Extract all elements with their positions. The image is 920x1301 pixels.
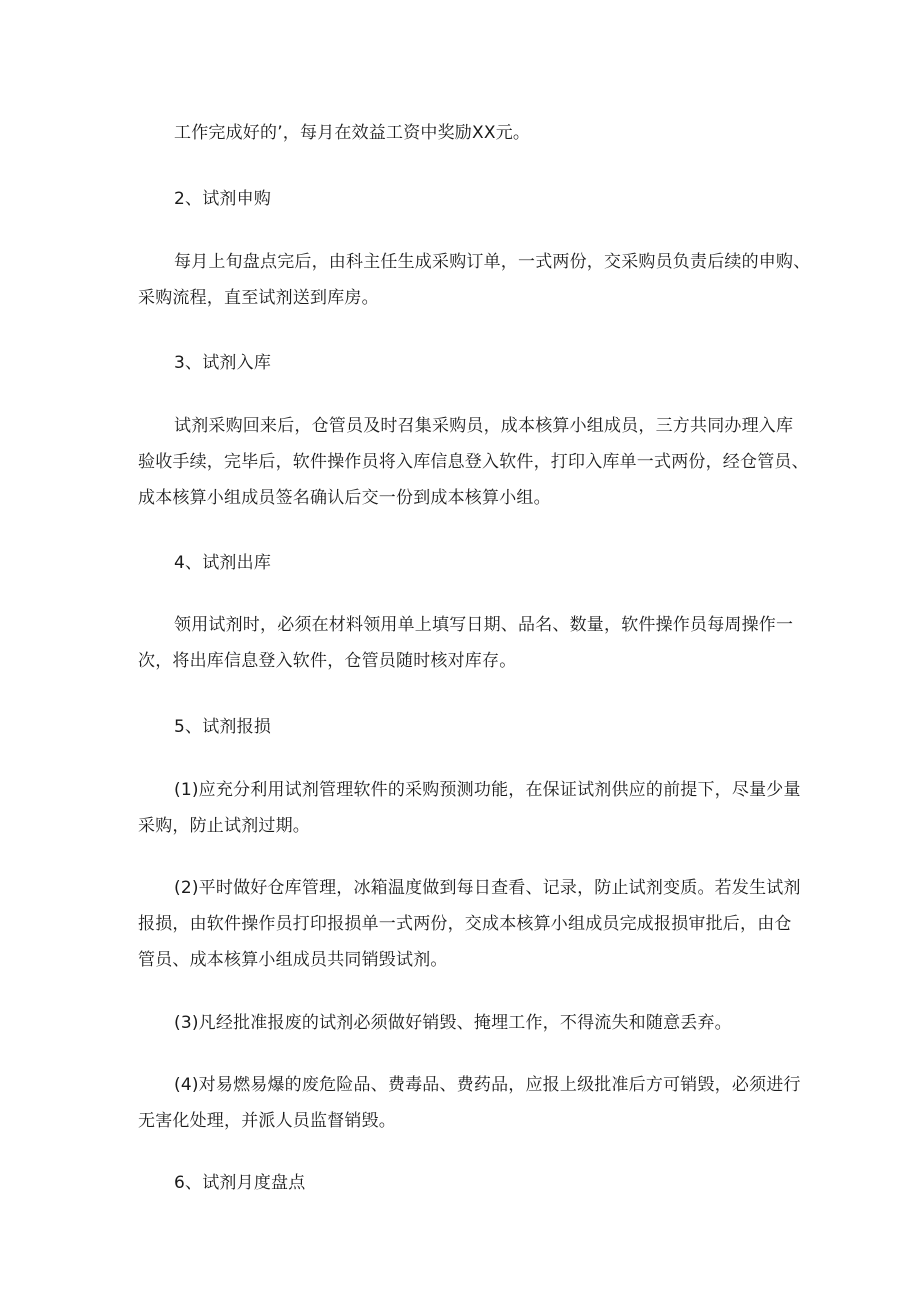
paragraph-line: 每月上旬盘点完后，由科主任生成采购订单，一式两份，交采购员负责后续的申购、 xyxy=(174,252,811,272)
paragraph-line: 报损，由软件操作员打印报损单一式两份，交成本核算小组成员完成报损审批后，由仓 xyxy=(138,914,792,934)
paragraph-line: 管员、成本核算小组成员共同销毁试剂。 xyxy=(138,950,448,970)
paragraph-line: (1)应充分利用试剂管理软件的采购预测功能，在保证试剂供应的前提下，尽量少量 xyxy=(174,780,801,800)
paragraph-line: 采购流程，直至试剂送到库房。 xyxy=(138,288,379,308)
paragraph-line: (3)凡经批准报废的试剂必须做好销毁、掩埋工作，不得流失和随意丢弃。 xyxy=(174,1013,732,1033)
paragraph-line: 无害化处理，并派人员监督销毁。 xyxy=(138,1111,396,1131)
section-heading: 3、试剂入库 xyxy=(174,353,272,373)
paragraph-line: 采购，防止试剂过期。 xyxy=(138,816,310,836)
paragraph-line: 次，将出库信息登入软件，仓管员随时核对库存。 xyxy=(138,651,517,671)
paragraph-line: 工作完成好的’，每月在效益工资中奖励XX元。 xyxy=(174,123,531,143)
paragraph-line: (4)对易燃易爆的废危险品、费毒品、费药品，应报上级批准后方可销毁，必须进行 xyxy=(174,1075,801,1095)
paragraph-line: 领用试剂时，必须在材料领用单上填写日期、品名、数量，软件操作员每周操作一 xyxy=(174,615,794,635)
section-heading: 2、试剂申购 xyxy=(174,189,272,209)
section-heading: 5、试剂报损 xyxy=(174,717,272,737)
section-heading: 4、试剂出库 xyxy=(174,553,272,573)
section-heading: 6、试剂月度盘点 xyxy=(174,1173,306,1193)
paragraph-line: 成本核算小组成员签名确认后交一份到成本核算小组。 xyxy=(138,488,551,508)
paragraph-line: 试剂采购回来后，仓管员及时召集采购员，成本核算小组成员，三方共同办理入库 xyxy=(174,416,794,436)
paragraph-line: 验收手续，完毕后，软件操作员将入库信息登入软件，打印入库单一式两份，经仓管员、 xyxy=(138,452,809,472)
paragraph-line: (2)平时做好仓库管理，冰箱温度做到每日查看、记录，防止试剂变质。若发生试剂 xyxy=(174,878,801,898)
